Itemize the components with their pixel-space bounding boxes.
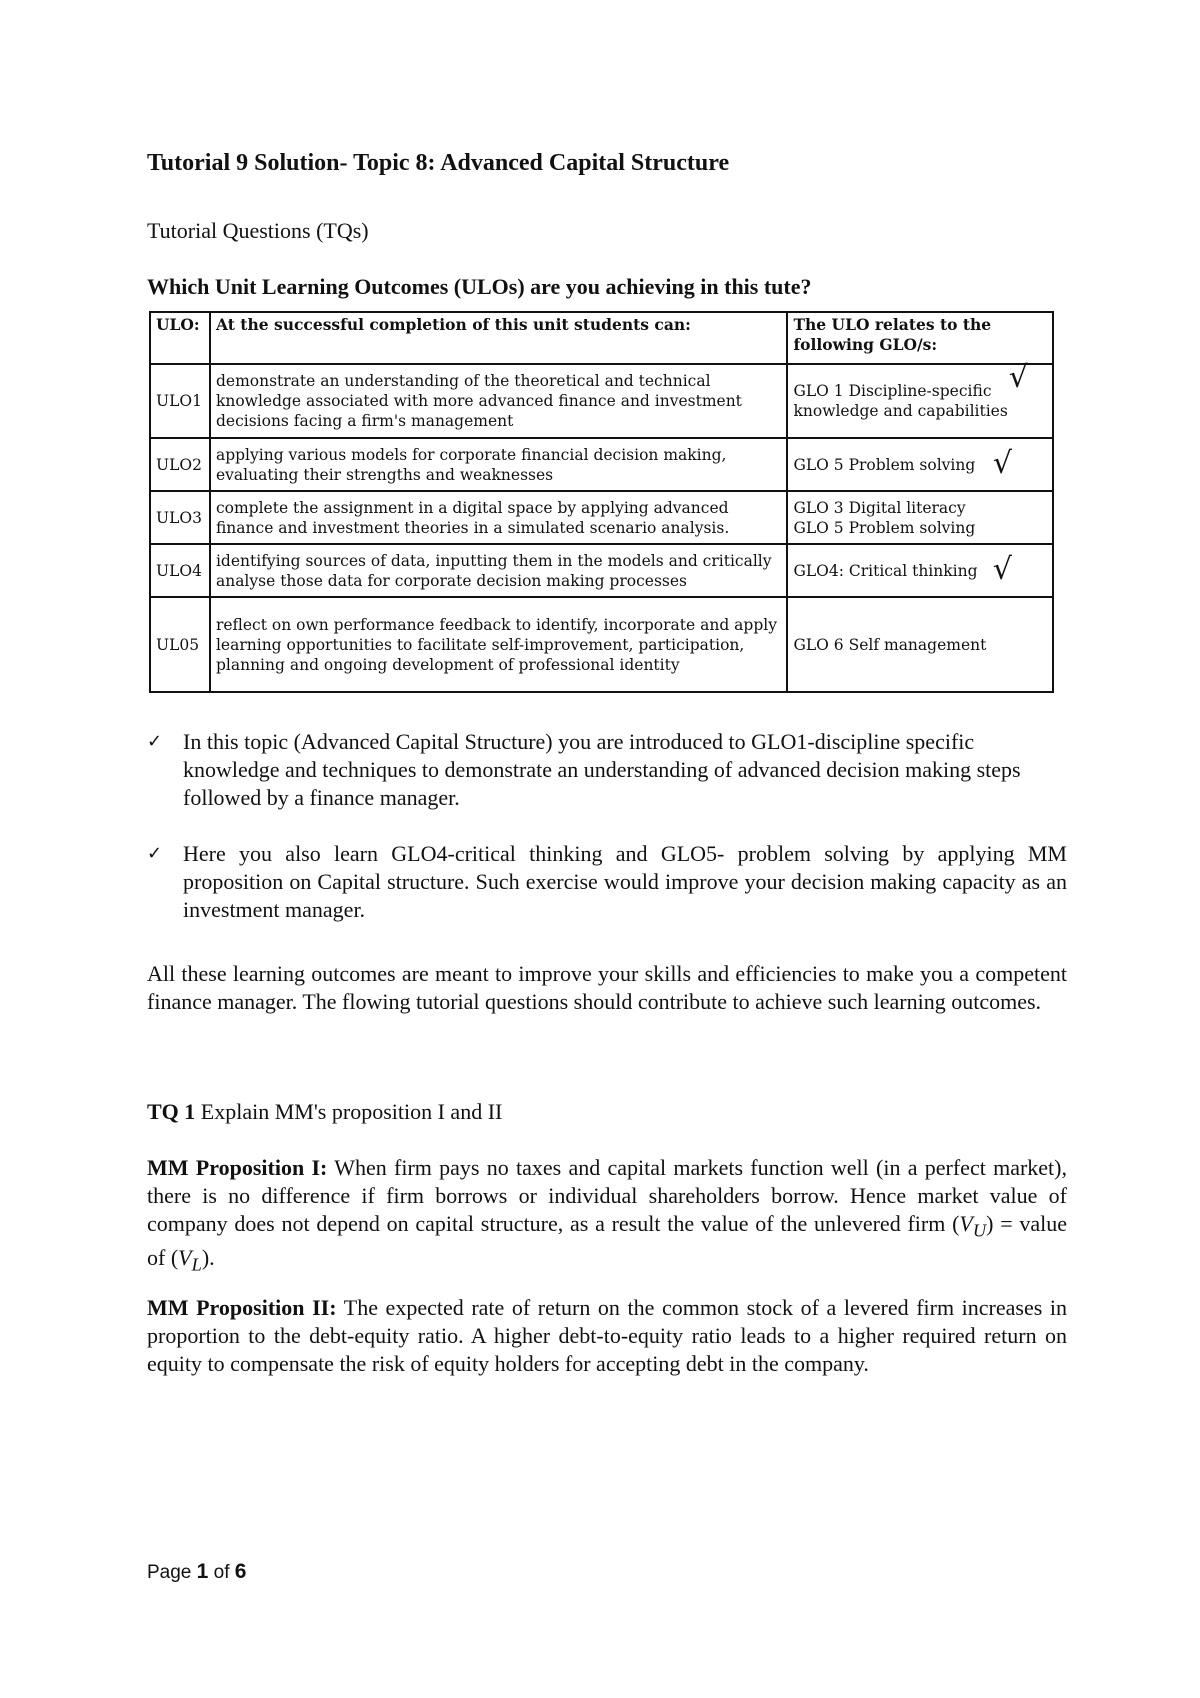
- table-row: [150, 597, 1053, 692]
- learning-bullets: [147, 728, 1067, 924]
- ulo-code: ULO1: [150, 364, 210, 438]
- ulo-code: ULO2: [150, 438, 210, 491]
- table-row: [150, 544, 1053, 597]
- bullet-text: Here you also learn GLO4-critical thinking and GLO5- problem solving by applying MM proposition on Capital structure. Such exercise would improve your decision making capacity as an investment manager.: [183, 841, 1067, 922]
- list-item: [147, 728, 1067, 812]
- tq1-question: [147, 1098, 1067, 1126]
- vl-subscript: L: [191, 1254, 202, 1275]
- ulo-code: UL05: [150, 597, 210, 692]
- glo-text-secondary: GLO 5 Problem solving: [793, 518, 976, 537]
- prop2-label: MM Proposition II:: [147, 1295, 337, 1320]
- check-mark-icon: √: [1008, 360, 1028, 395]
- glo-text: GLO4: Critical thinking: [793, 561, 978, 580]
- ulo-code: ULO4: [150, 544, 210, 597]
- ulo-code: ULO3: [150, 491, 210, 544]
- ulo-description: identifying sources of data, inputting them in the models and critically analyse those data for corporate decision making processes: [210, 544, 788, 597]
- ulo-question: Which Unit Learning Outcomes (ULOs) are you achieving in this tute?: [147, 274, 812, 299]
- mm-proposition-2: [147, 1294, 1067, 1378]
- header-outcome: At the successful completion of this unit students can:: [210, 312, 788, 364]
- glo-cell: [787, 360, 1053, 438]
- footer-page-total: 6: [234, 1560, 247, 1583]
- header-glo: The ULO relates to the following GLO/s:: [787, 312, 1053, 364]
- vu-subscript: U: [972, 1220, 987, 1241]
- list-item: [147, 840, 1067, 924]
- glo-text: GLO 1 Discipline-specific knowledge and capabilities: [793, 382, 1008, 420]
- prop1-mid: ) = value of (: [147, 1211, 1067, 1271]
- glo-cell: [787, 438, 1053, 491]
- glo-text: GLO 5 Problem solving: [793, 455, 976, 474]
- ulo-description: reflect on own performance feedback to identify, incorporate and apply learning opportunities to facilitate self-improvement, participation, planning and ongoing development of professional identity: [210, 597, 788, 692]
- glo-cell: [787, 491, 1053, 544]
- page-footer: [147, 1560, 246, 1584]
- ulo-description: demonstrate an understanding of the theoretical and technical knowledge associated with more advanced finance and investment decisions facing a firm's management: [210, 364, 788, 438]
- tq1-label: TQ 1: [147, 1099, 196, 1124]
- ulo-table: [149, 311, 1054, 693]
- check-mark-icon: ✓: [147, 731, 163, 752]
- prop1-label: MM Proposition I:: [147, 1155, 328, 1180]
- footer-of: of: [208, 1562, 235, 1583]
- glo-cell: [787, 544, 1053, 597]
- check-mark-icon: √: [992, 552, 1012, 587]
- ulo-description: applying various models for corporate financial decision making, evaluating their strengths and weaknesses: [210, 438, 788, 491]
- page-title: Tutorial 9 Solution- Topic 8: Advanced Capital Structure: [147, 150, 730, 176]
- check-mark-icon: ✓: [147, 843, 163, 864]
- outcomes-paragraph: All these learning outcomes are meant to improve your skills and efficiencies to make you a competent finance manager. The flowing tutorial questions should contribute to achieve such learning outcomes.: [147, 961, 1067, 1014]
- prop1-text: When firm pays no taxes and capital markets function well (in a perfect market), there is no difference if firm borrows or individual shareholders borrow. Hence market value of company does not depend on capital structure, as a result the value of the unlevered firm (: [147, 1155, 1067, 1236]
- footer-page-number: 1: [196, 1560, 209, 1583]
- table-row: [150, 364, 1053, 438]
- table-header-row: [150, 312, 1053, 364]
- glo-cell: [787, 597, 1053, 692]
- section-subtitle: Tutorial Questions (TQs): [147, 218, 369, 243]
- table-row: [150, 438, 1053, 491]
- header-ulo: ULO:: [150, 312, 210, 364]
- prop1-end: ).: [201, 1245, 215, 1271]
- mm-proposition-1: [147, 1154, 1067, 1279]
- footer-prefix: Page: [147, 1562, 197, 1583]
- vl-symbol: V: [178, 1245, 192, 1271]
- glo-text: GLO 6 Self management: [793, 635, 987, 654]
- ulo-description: complete the assignment in a digital space by applying advanced finance and investment theories in a simulated scenario analysis.: [210, 491, 788, 544]
- bullet-text: In this topic (Advanced Capital Structure) you are introduced to GLO1-discipline specific knowledge and techniques to demonstrate an understanding of advanced decision making steps followed by a finance manager.: [183, 729, 1021, 810]
- table-row: [150, 491, 1053, 544]
- tq1-text: Explain MM's proposition I and II: [195, 1099, 503, 1124]
- glo-text: GLO 3 Digital literacy: [793, 498, 966, 517]
- prop2-text: The expected rate of return on the common stock of a levered firm increases in proportion to the debt-equity ratio. A higher debt-to-equity ratio leads to a higher required return on equity to compensate the risk of equity holders for accepting debt in the company.: [147, 1295, 1067, 1376]
- check-mark-icon: √: [992, 446, 1012, 481]
- vu-symbol: V: [959, 1211, 973, 1236]
